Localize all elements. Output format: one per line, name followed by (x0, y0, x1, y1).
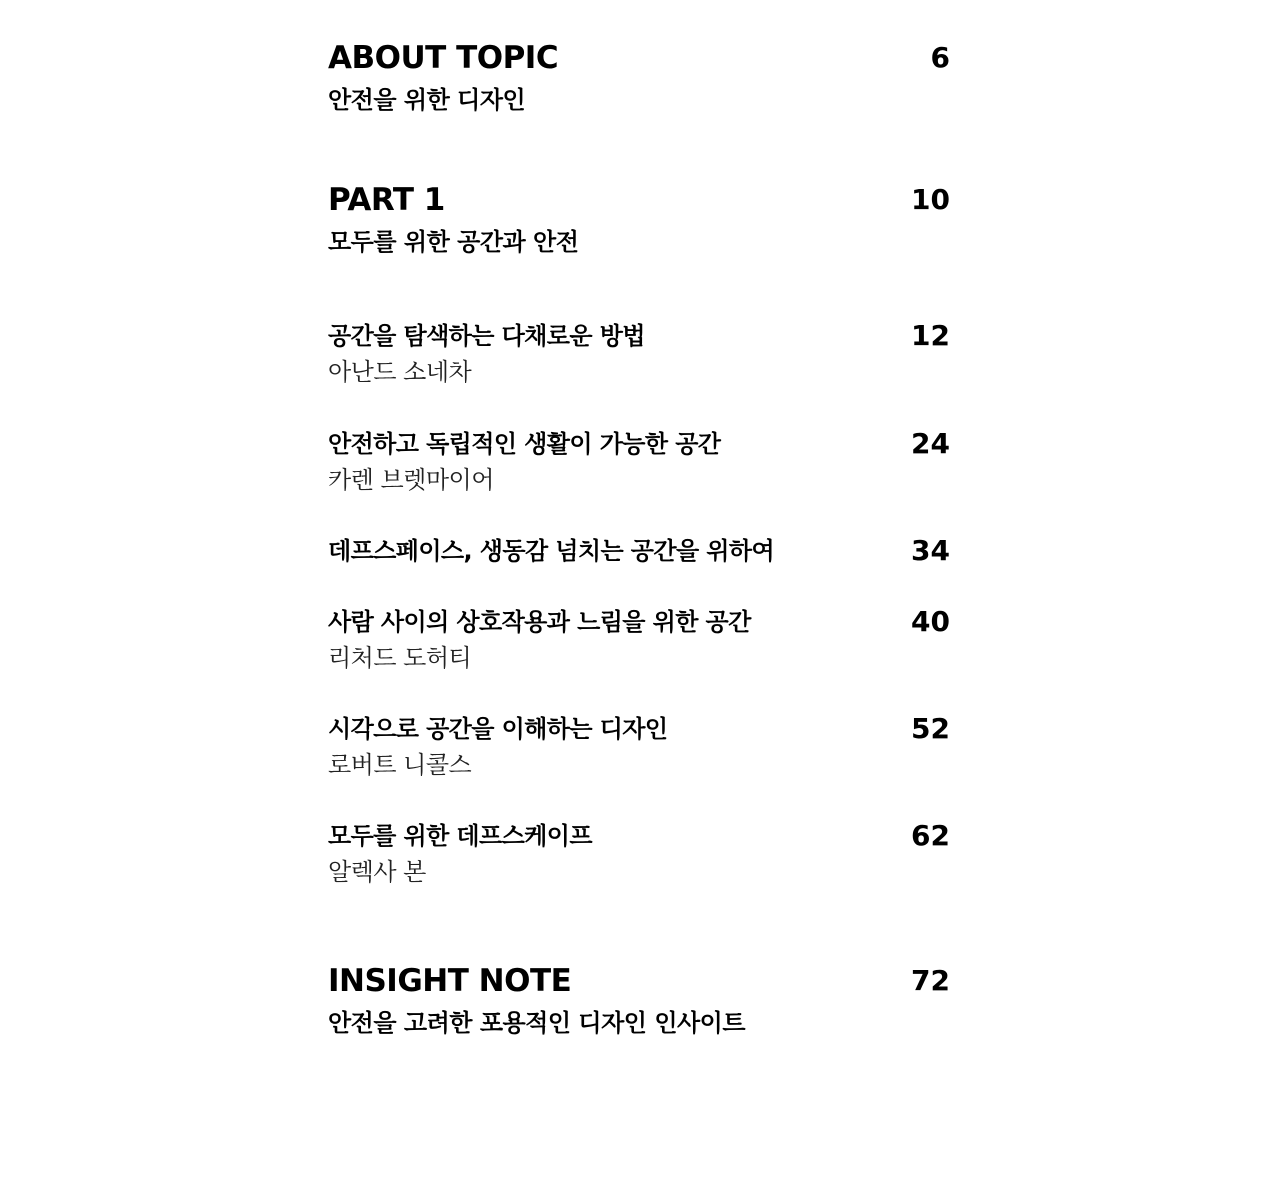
toc-article[interactable] (328, 606, 950, 674)
article-title: 공간을 탐색하는 다채로운 방법 (328, 322, 645, 350)
page-number: 10 (911, 183, 950, 216)
article-title: 시각으로 공간을 이해하는 디자인 (328, 715, 668, 743)
section-subtitle: 안전을 고려한 포용적인 디자인 인사이트 (328, 1009, 746, 1037)
page-number: 72 (911, 964, 950, 997)
section-heading: INSIGHT NOTE (328, 963, 572, 999)
article-title: 데프스페이스, 생동감 넘치는 공간을 위하여 (328, 537, 775, 565)
page-number: 52 (911, 712, 950, 745)
section-subtitle: 모두를 위한 공간과 안전 (328, 228, 579, 256)
section-subtitle: 안전을 위한 디자인 (328, 86, 526, 114)
article-author: 로버트 니콜스 (328, 751, 472, 779)
page-number: 40 (911, 605, 950, 638)
article-title: 모두를 위한 데프스케이프 (328, 822, 592, 850)
article-title: 안전하고 독립적인 생활이 가능한 공간 (328, 430, 721, 458)
page-number: 34 (911, 534, 950, 567)
page-number: 6 (930, 41, 950, 74)
toc-section-insight-note[interactable] (328, 961, 950, 1039)
toc-article[interactable] (328, 428, 950, 496)
article-author: 리처드 도허티 (328, 644, 472, 672)
article-author: 알렉사 본 (328, 858, 426, 886)
section-heading: ABOUT TOPIC (328, 40, 559, 76)
toc-section-part-1[interactable] (328, 180, 950, 258)
toc-article[interactable] (328, 820, 950, 888)
toc-section-about-topic[interactable] (328, 38, 950, 116)
article-author: 카렌 브렛마이어 (328, 466, 494, 494)
section-heading: PART 1 (328, 182, 445, 218)
toc-article[interactable] (328, 713, 950, 781)
toc-article[interactable] (328, 320, 950, 388)
page-number: 62 (911, 819, 950, 852)
page-number: 24 (911, 427, 950, 460)
article-author: 아난드 소네차 (328, 358, 472, 386)
page-number: 12 (911, 319, 950, 352)
article-title: 사람 사이의 상호작용과 느림을 위한 공간 (328, 608, 751, 636)
toc-article[interactable] (328, 535, 950, 567)
